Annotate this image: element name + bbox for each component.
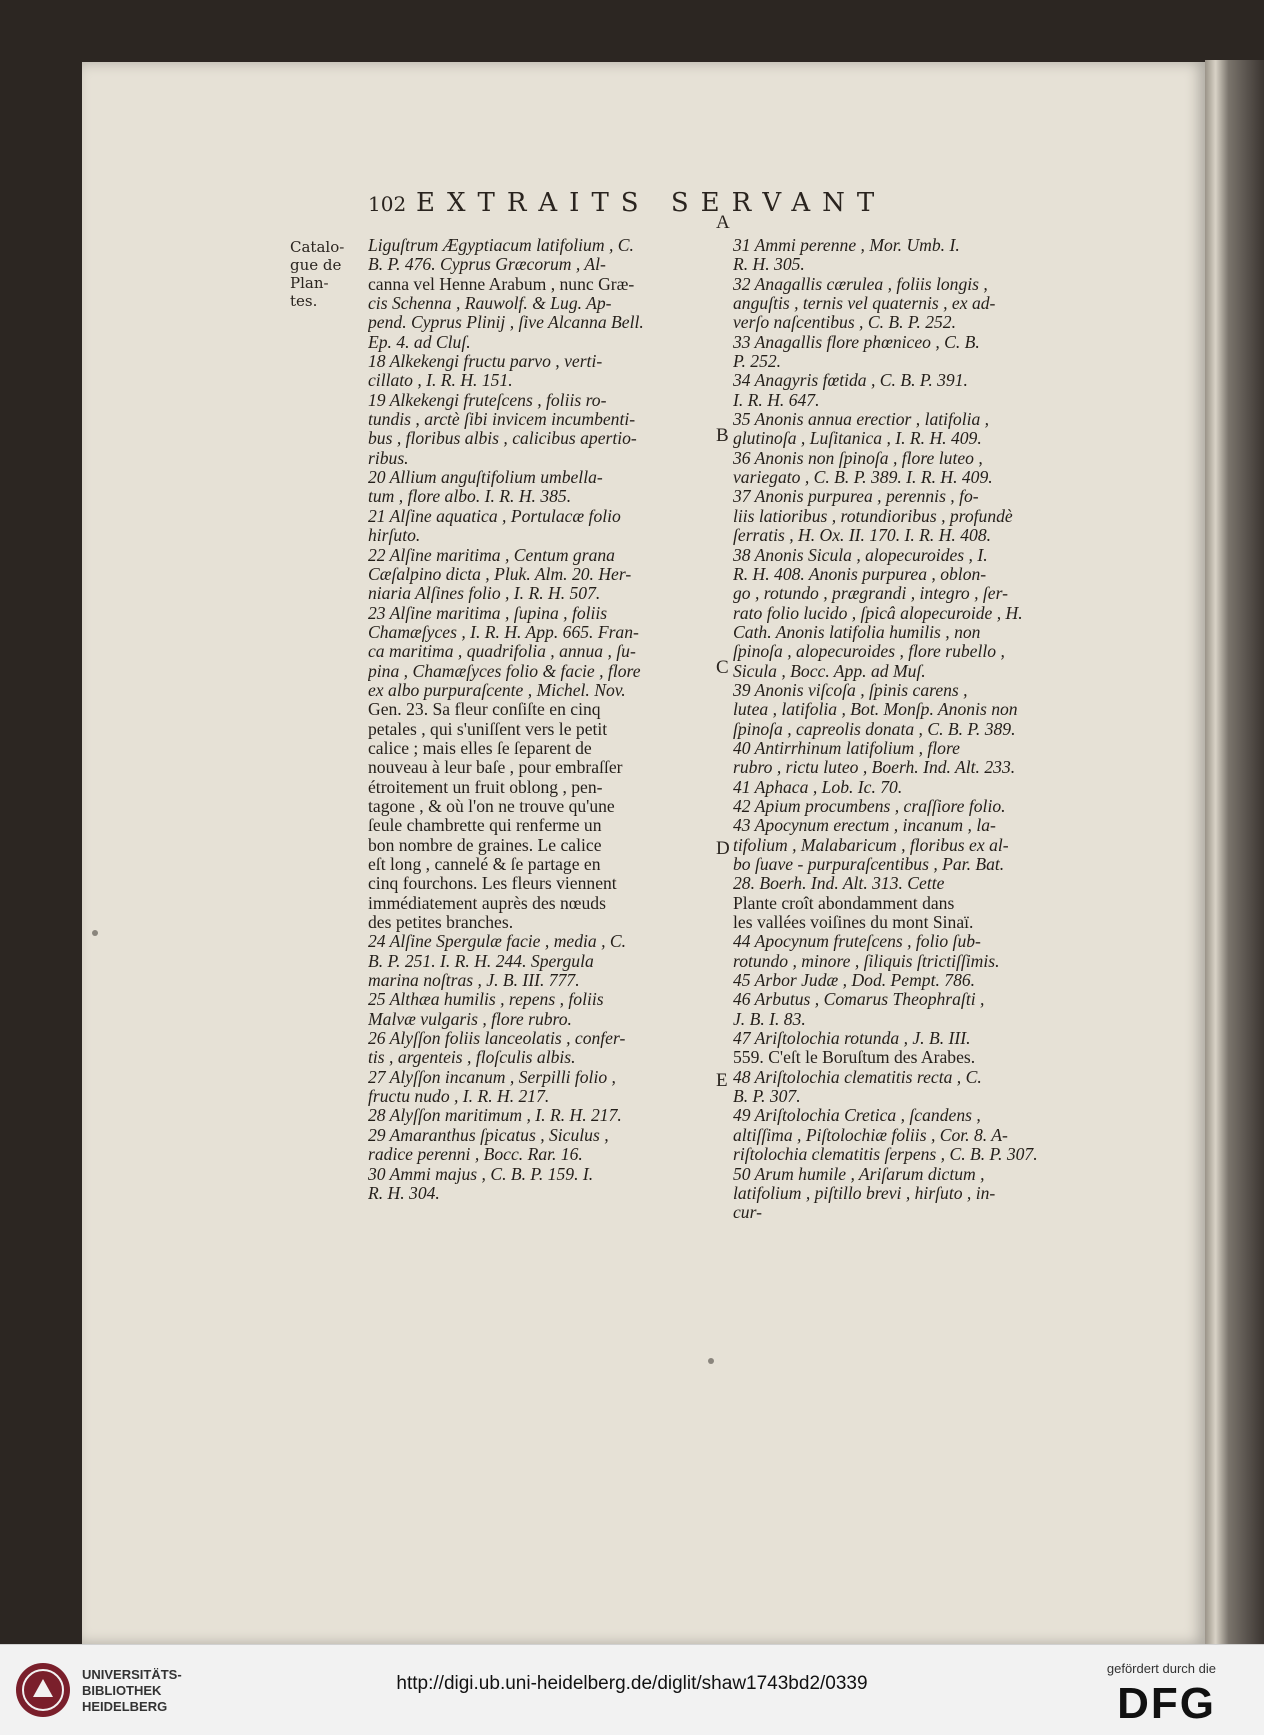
text-line: 47 Ariſtolochia rotunda , J. B. III. <box>733 1029 971 1049</box>
paper-speck <box>92 930 98 936</box>
text-line: 48 Ariſtolochia clematitis recta , C. <box>733 1067 982 1087</box>
text-line: radice perenni , Bocc. Rar. 16. <box>368 1145 583 1165</box>
text-line: des petites branches. <box>368 913 514 933</box>
text-line: cur- <box>733 1203 762 1223</box>
right-column <box>733 236 1081 1223</box>
text-line: latifolium , piſtillo brevi , hirſuto , in- <box>733 1183 996 1203</box>
text-line: 39 Anonis viſcoſa , ſpinis carens , <box>733 680 968 700</box>
text-line: immédiatement auprès des nœuds <box>368 893 606 913</box>
viewer-footer <box>0 1644 1264 1735</box>
text-line: bus , floribus albis , calicibus apertio- <box>368 429 637 449</box>
text-line: Chamæſyces , I. R. H. App. 665. Fran- <box>368 622 639 642</box>
text-line: Cath. Anonis latifolia humilis , non <box>733 622 981 642</box>
text-line: ca maritima , quadrifolia , annua , ſu- <box>368 642 636 662</box>
page-number: 102 <box>368 192 407 216</box>
library-name-line: BIBLIOTHEK <box>82 1683 162 1698</box>
text-line: 26 Alyſſon foliis lanceolatis , confer- <box>368 1029 626 1049</box>
text-line: niaria Alſines folio , I. R. H. 507. <box>368 584 601 604</box>
text-line: 559. C'eſt le Boruſtum des Arabes. <box>733 1048 976 1068</box>
text-line: 37 Anonis purpurea , perennis , fo- <box>733 487 979 507</box>
dfg-logo: DFG <box>1117 1679 1216 1728</box>
text-line: 30 Ammi majus , C. B. P. 159. I. <box>368 1164 594 1184</box>
text-line: Liguſtrum Ægyptiacum latifolium , C. <box>368 236 634 255</box>
text-line: ſpinoſa , alopecuroides , flore rubello , <box>733 642 1005 662</box>
text-line: pina , Chamæſyces folio & facie , flore <box>368 661 641 681</box>
text-line: verſo naſcentibus , C. B. P. 252. <box>733 313 956 333</box>
text-line: B. P. 476. Cyprus Græcorum , Al- <box>368 255 606 275</box>
text-line: 40 Antirrhinum latifolium , flore <box>733 738 960 758</box>
text-line: hirſuto. <box>368 526 421 546</box>
left-column <box>368 236 724 1203</box>
text-line: 36 Anonis non ſpinoſa , flore luteo , <box>733 448 983 468</box>
text-line: petales , qui s'uniſſent vers le petit <box>368 719 608 739</box>
text-line: 22 Alſine maritima , Centum grana <box>368 545 615 565</box>
text-line: ribus. <box>368 448 409 468</box>
text-line: B. P. 251. I. R. H. 244. Spergula <box>368 951 594 971</box>
text-line: pend. Cyprus Plinij , ſive Alcanna Bell. <box>368 313 644 333</box>
text-line: 43 Apocynum erectum , incanum , la- <box>733 816 996 836</box>
text-line: nouveau à leur baſe , pour embraſſer <box>368 758 623 778</box>
text-line: 27 Alyſſon incanum , Serpilli folio , <box>368 1067 616 1087</box>
text-line: R. H. 304. <box>368 1183 440 1203</box>
text-line: 29 Amaranthus ſpicatus , Siculus , <box>368 1125 609 1145</box>
text-line: rubro , rictu luteo , Boerh. Ind. Alt. 233. <box>733 758 1016 778</box>
library-name-line: HEIDELBERG <box>82 1699 168 1714</box>
text-line: 35 Anonis annua erectior , latifolia , <box>733 410 990 430</box>
signature-letter: C <box>716 657 729 678</box>
text-line: canna vel Henne Arabum , nunc Græ- <box>368 274 635 294</box>
text-line: bon nombre de graines. Le calice <box>368 835 602 855</box>
text-line: 31 Ammi perenne , Mor. Umb. I. <box>733 236 960 255</box>
text-line: Ep. 4. ad Cluſ. <box>368 332 471 352</box>
text-line: R. H. 408. Anonis purpurea , oblon- <box>733 564 987 584</box>
funded-by-label: gefördert durch die <box>1106 1661 1216 1676</box>
text-line: glutinoſa , Luſitanica , I. R. H. 409. <box>733 429 982 449</box>
text-line: 24 Alſine Spergulæ facie , media , C. <box>368 932 627 952</box>
text-line: 34 Anagyris fœtida , C. B. P. 391. <box>733 371 968 391</box>
text-line: Cæſalpino dicta , Pluk. Alm. 20. Her- <box>368 564 632 584</box>
text-line: go , rotundo , prægrandi , integro , ſer- <box>733 584 1008 604</box>
signature-letter: B <box>716 425 729 446</box>
text-line: B. P. 307. <box>733 1087 801 1107</box>
text-line: ſpinoſa , capreolis donata , C. B. P. 389. <box>733 719 1016 739</box>
text-line: 32 Anagallis cærulea , foliis longis , <box>733 274 988 294</box>
text-line: tifolium , Malabaricum , floribus ex al- <box>733 835 1009 855</box>
signature-letter: D <box>716 838 730 859</box>
paper-speck <box>708 1358 714 1364</box>
text-line: ex albo purpuraſcente , Michel. Nov. <box>368 680 626 700</box>
text-line: altiſſima , Piſtolochiæ foliis , Cor. 8. A- <box>733 1125 1008 1145</box>
text-line: 19 Alkekengi fruteſcens , foliis ro- <box>368 390 607 410</box>
text-line: R. H. 305. <box>733 255 805 275</box>
text-line: les vallées voiſines du mont Sinaï. <box>733 913 974 933</box>
text-line: cinq fourchons. Les fleurs viennent <box>368 874 617 894</box>
text-line: liis latioribus , rotundioribus , profundè <box>733 506 1013 526</box>
text-line: cillato , I. R. H. 151. <box>368 371 513 391</box>
text-line: ſerratis , H. Ox. II. 170. I. R. H. 408. <box>733 526 992 546</box>
text-line: 25 Althæa humilis , repens , foliis <box>368 990 604 1010</box>
text-line: I. R. H. 647. <box>733 390 820 410</box>
text-line: 21 Alſine aquatica , Portulacæ folio <box>368 506 621 526</box>
permalink-url[interactable]: http://digi.ub.uni-heidelberg.de/diglit/shaw1743bd2/0339 <box>396 1673 868 1694</box>
margin-note-line: Catalo- <box>290 238 345 256</box>
library-name-line: UNIVERSITÄTS- <box>82 1667 182 1682</box>
text-line: variegato , C. B. P. 389. I. R. H. 409. <box>733 468 993 488</box>
text-line: 20 Allium anguſtifolium umbella- <box>368 468 603 488</box>
text-line: 33 Anagallis flore phœniceo , C. B. <box>733 332 980 352</box>
text-line: 38 Anonis Sicula , alopecuroides , I. <box>733 545 988 565</box>
text-line: riſtolochia clematitis ſerpens , C. B. P. 307. <box>733 1145 1038 1165</box>
text-line: 28 Alyſſon maritimum , I. R. H. 217. <box>368 1106 622 1126</box>
text-line: étroitement un fruit oblong , pen- <box>368 777 603 797</box>
text-line: Malvæ vulgaris , flore rubro. <box>368 1009 572 1029</box>
text-line: 42 Apium procumbens , craſſiore folio. <box>733 796 1006 816</box>
margin-note-line: tes. <box>290 292 318 310</box>
text-line: tagone , & où l'on ne trouve qu'une <box>368 796 615 816</box>
text-line: J. B. I. 83. <box>733 1009 806 1029</box>
text-line: P. 252. <box>733 352 782 372</box>
text-line: marina noſtras , J. B. III. 777. <box>368 971 580 991</box>
text-line: calice ; mais elles ſe ſeparent de <box>368 738 592 758</box>
text-line: Sicula , Bocc. App. ad Muſ. <box>733 661 926 681</box>
text-line: tum , flore albo. I. R. H. 385. <box>368 487 572 507</box>
signature-letter: E <box>716 1070 728 1091</box>
margin-note-line: Plan- <box>290 274 329 292</box>
text-line: 45 Arbor Judæ , Dod. Pempt. 786. <box>733 971 976 991</box>
running-head <box>368 188 988 224</box>
margin-note <box>290 238 360 310</box>
text-line: 50 Arum humile , Ariſarum dictum , <box>733 1164 985 1184</box>
running-title: EXTRAITS SERVANT <box>416 188 887 218</box>
text-line: anguſtis , ternis vel quaternis , ex ad- <box>733 294 996 314</box>
text-line: 49 Ariſtolochia Cretica , ſcandens , <box>733 1106 981 1126</box>
page-edge <box>1205 60 1264 1644</box>
text-line: ſeule chambrette qui renferme un <box>368 816 602 836</box>
signature-letter: A <box>716 212 730 233</box>
text-line: bo ſuave - purpuraſcentibus , Par. Bat. <box>733 855 1005 874</box>
text-line: Plante croît abondamment dans <box>733 893 955 913</box>
text-line: 41 Aphaca , Lob. Ic. 70. <box>733 777 903 797</box>
text-line: cis Schenna , Rauwolf. & Lug. Ap- <box>368 294 612 314</box>
text-line: rotundo , minore , ſiliquis ſtrictiſſimis. <box>733 951 1000 971</box>
text-line: 46 Arbutus , Comarus Theophraſti , <box>733 990 985 1010</box>
text-line: tundis , arctè ſibi invicem incumbenti- <box>368 410 636 430</box>
text-line: fructu nudo , I. R. H. 217. <box>368 1087 550 1107</box>
margin-note-line: gue de <box>290 256 342 274</box>
text-line: 28. Boerh. Ind. Alt. 313. Cette <box>733 874 945 894</box>
text-line: 44 Apocynum fruteſcens , folio ſub- <box>733 932 981 952</box>
text-line: rato folio lucido , ſpicâ alopecuroide , H. <box>733 603 1023 623</box>
text-line: 23 Alſine maritima , ſupina , foliis <box>368 603 608 623</box>
text-line: Gen. 23. Sa fleur conſiſte en cinq <box>368 700 601 720</box>
text-line: eſt long , cannelé & ſe partage en <box>368 855 601 874</box>
text-line: lutea , latifolia , Bot. Monſp. Anonis non <box>733 700 1018 720</box>
text-line: 18 Alkekengi fructu parvo , verti- <box>368 352 603 372</box>
text-line: tis , argenteis , floſculis albis. <box>368 1048 576 1068</box>
